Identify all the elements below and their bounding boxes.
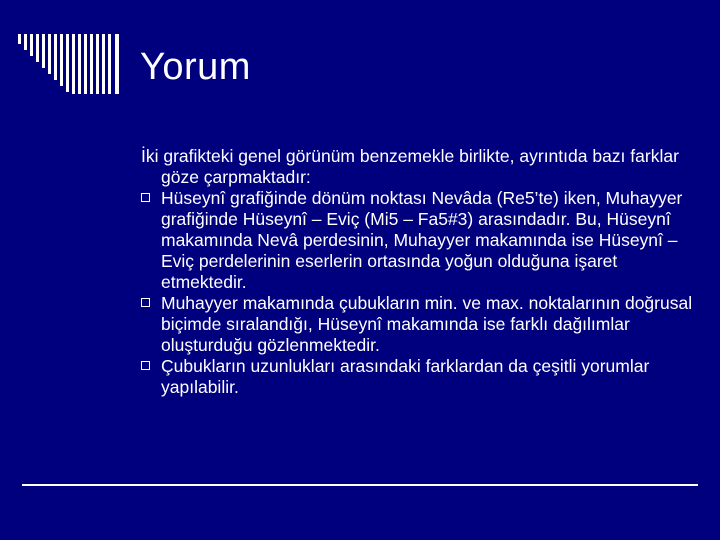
bullet-text: Çubukların uzunlukları arasındaki farklardan da çeşitli yorumlar yapılabilir. <box>161 356 650 397</box>
square-bullet-icon <box>141 298 150 307</box>
bottom-divider <box>22 484 698 486</box>
bullet-item <box>141 188 701 293</box>
decorative-bars <box>18 34 138 94</box>
bullet-text: Hüseynî grafiğinde dönüm noktası Nevâda (Re5’te) iken, Muhayyer grafiğinde Hüseynî – Eviç (Mi5 – Fa5#3) arasındadır. Bu, Hüseynî makamında Nevâ perdesinin, Muhayyer makamında ise Hüseynî – Eviç perdelerinin eserlerin ortasında yoğun olduğuna işaret etmektedir. <box>161 188 683 292</box>
slide-title: Yorum <box>140 46 251 88</box>
square-bullet-icon <box>141 193 150 202</box>
bullet-item <box>141 293 701 356</box>
bullet-text: Muhayyer makamında çubukların min. ve max. noktalarının doğrusal biçimde sıralandığı, Hüseynî makamında ise farklı dağılımlar oluşturduğu gözlenmektedir. <box>161 293 693 355</box>
intro-paragraph: İki grafikteki genel görünüm benzemekle birlikte, ayrıntıda bazı farklar göze çarpmaktadır: <box>141 146 679 187</box>
square-bullet-icon <box>141 361 150 370</box>
bullet-item <box>141 356 701 398</box>
slide-body <box>141 146 701 398</box>
